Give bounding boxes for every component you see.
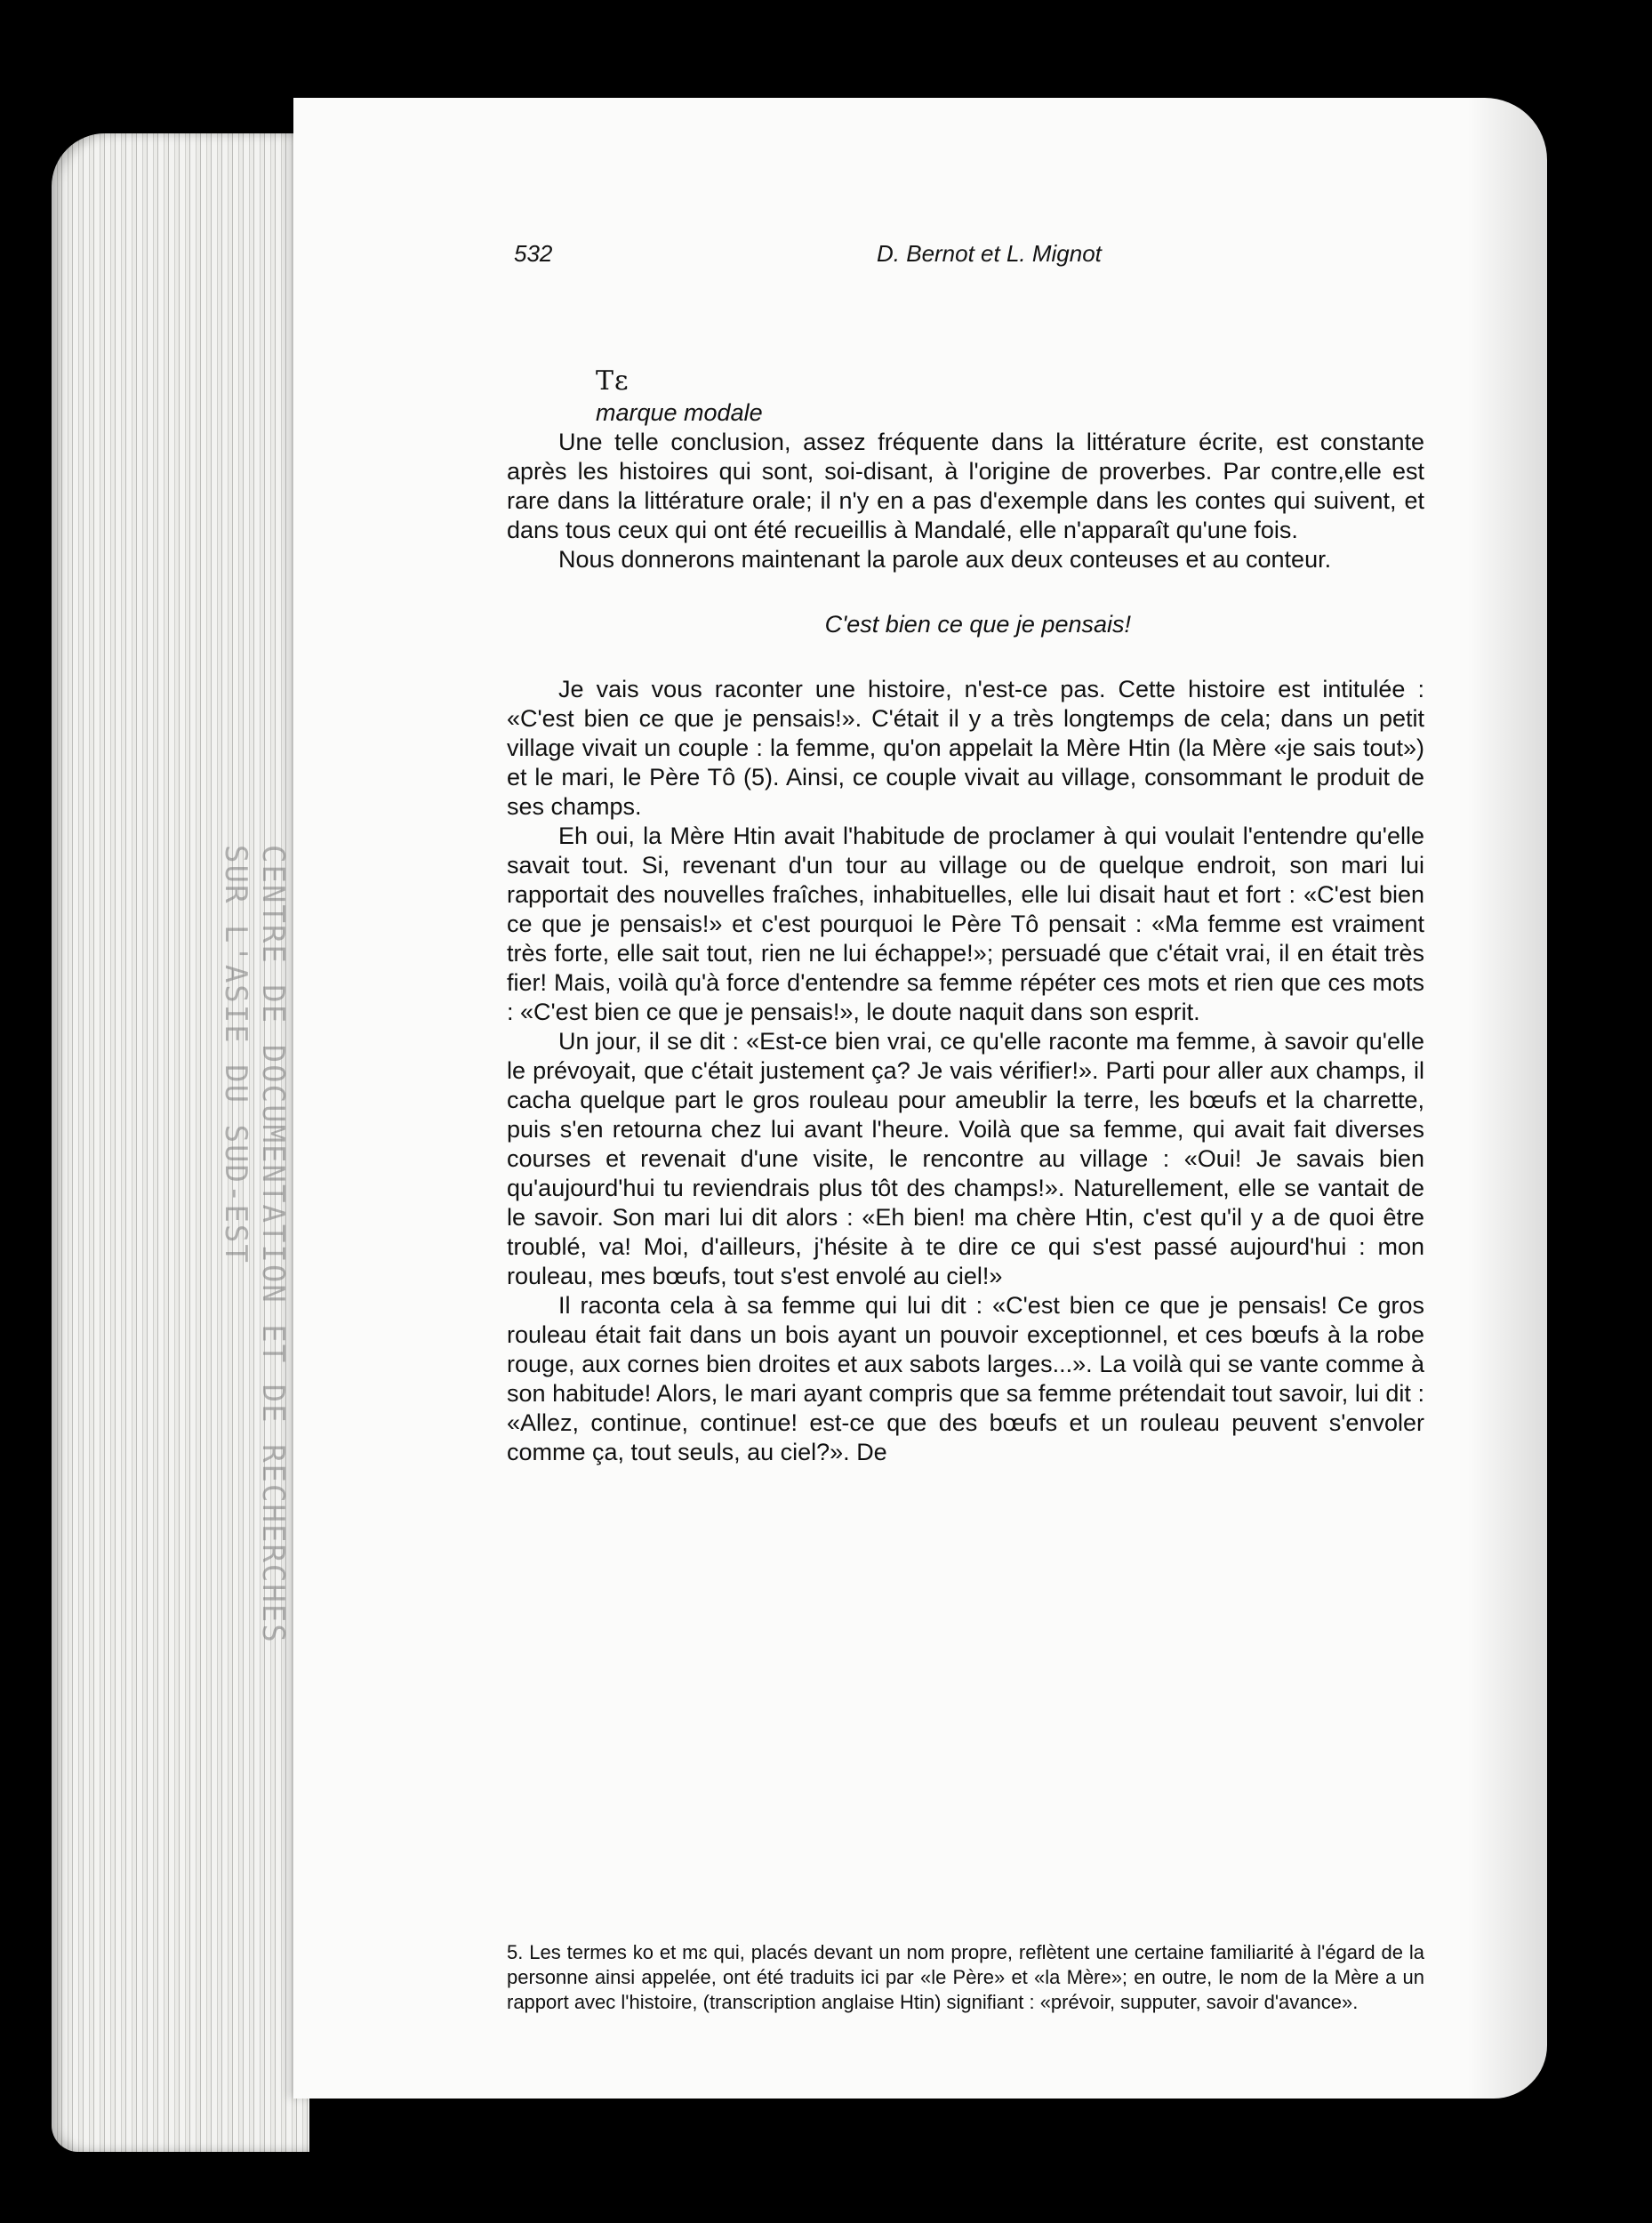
story-paragraph: Eh oui, la Mère Htin avait l'habitude de proclamer à qui voulait l'entendre qu'elle savait tout. Si, revenant d'un tour au village ou de quelque endroit, son mari lui rapportait des nouvelles fraîches, inhabituelles, elle lui disait haut et fort : «C'est bien ce que je pensais!» et c'est pourquoi le Père Tô pensait : «Ma femme est vraiment très forte, elle sait tout, rien ne lui échappe!»; persuadé que c'était vrai, il en était très fier! Mais, voilà qu'à force d'entendre sa femme répéter ces mots et rien que ces mots : «C'est bien ce que je pensais!», le doute naquit dans son esprit. (507, 823, 1424, 1025)
library-stamp: CENTRE DE DOCUMENTATION ET DE RECHERCHES SUR L'ASIE DU SUD-EST (218, 845, 291, 1644)
page-curve-shadow (1467, 98, 1547, 2099)
story-paragraph: Je vais vous raconter une histoire, n'est-ce pas. Cette histoire est intitulée : «C'est bien ce que je pensais!». C'était il y a très longtemps de cela; dans un petit village vivait un couple : la femme, qu'on appelait la Mère Htin (la Mère «je sais tout») et le mari, le Père Tô (5). Ainsi, ce couple vivait au village, consommant le produit de ses champs. (507, 676, 1424, 820)
page-header (514, 240, 1412, 276)
book-page (293, 98, 1547, 2099)
intro-paragraph: Nous donnerons maintenant la parole aux deux conteuses et au conteur. (558, 546, 1332, 573)
footnote: 5. Les termes ko et mɛ qui, placés devant un nom propre, reflètent une certaine familiarité à l'égard de la personne ainsi appelée, ont été traduits ici par «le Père» et «la Mère»; en outre, le nom de la Mère a un rapport avec l'histoire, (transcription anglaise Htin) signifiant : «prévoir, supputer, savoir d'avance». (507, 1941, 1424, 2013)
example-gloss: marque modale (596, 399, 763, 426)
story-paragraph: Un jour, il se dit : «Est-ce bien vrai, ce qu'elle raconte ma femme, à savoir qu'elle le prévoyait, que c'était justement ça? Je vais vérifier!». Parti pour aller aux champs, il cacha quelque part le gros rouleau pour ameublir la terre, les bœufs et la charrette, puis s'en retourna chez lui avant l'heure. Voilà que sa femme, qui avait fait diverses courses et revenait d'une visite, le rencontre au village : «Oui! Je savais bien qu'aujourd'hui tu reviendrais plus tôt des champs!». Naturellement, elle se vantait de le savoir. Son mari lui dit alors : «Eh bien! ma chère Htin, c'est qu'il y a de quoi être troublé, va! Moi, d'ailleurs, j'hésite à te dire ce qui s'est passé aujourd'hui : mon rouleau, mes bœufs, tout s'est envolé au ciel!» (507, 1028, 1424, 1289)
example-script-line: Tɛ (596, 365, 630, 397)
story-paragraph: Il raconta cela à sa femme qui lui dit : «C'est bien ce que je pensais! Ce gros rouleau était fait dans un bois ayant un pouvoir exceptionnel, et ces bœufs à la robe rouge, aux cornes bien droites et aux sabots larges...». La voilà qui se vante comme à son habitude! Alors, le mari ayant compris que sa femme prétendait tout savoir, lui dit : «Allez, continue, continue! est-ce que des bœufs et un rouleau peuvent s'envoler comme ça, tout seuls, au ciel?». De (507, 1292, 1424, 1465)
book-page-edges (52, 133, 309, 2152)
page-number: 532 (514, 240, 553, 267)
intro-paragraph: Une telle conclusion, assez fréquente dans la littérature écrite, est constante après les histoires qui sont, soi-disant, à l'origine de proverbes. Par contre,elle est rare dans la littérature orale; il n'y en a pas d'exemple dans les contes qui suivent, et dans tous ceux qui ont été recueillis à Mandalé, elle n'apparaît qu'une fois. (507, 429, 1424, 543)
story-title: C'est bien ce que je pensais! (824, 611, 1131, 638)
running-head: D. Bernot et L. Mignot (877, 240, 1102, 267)
body-text (507, 365, 1424, 1467)
